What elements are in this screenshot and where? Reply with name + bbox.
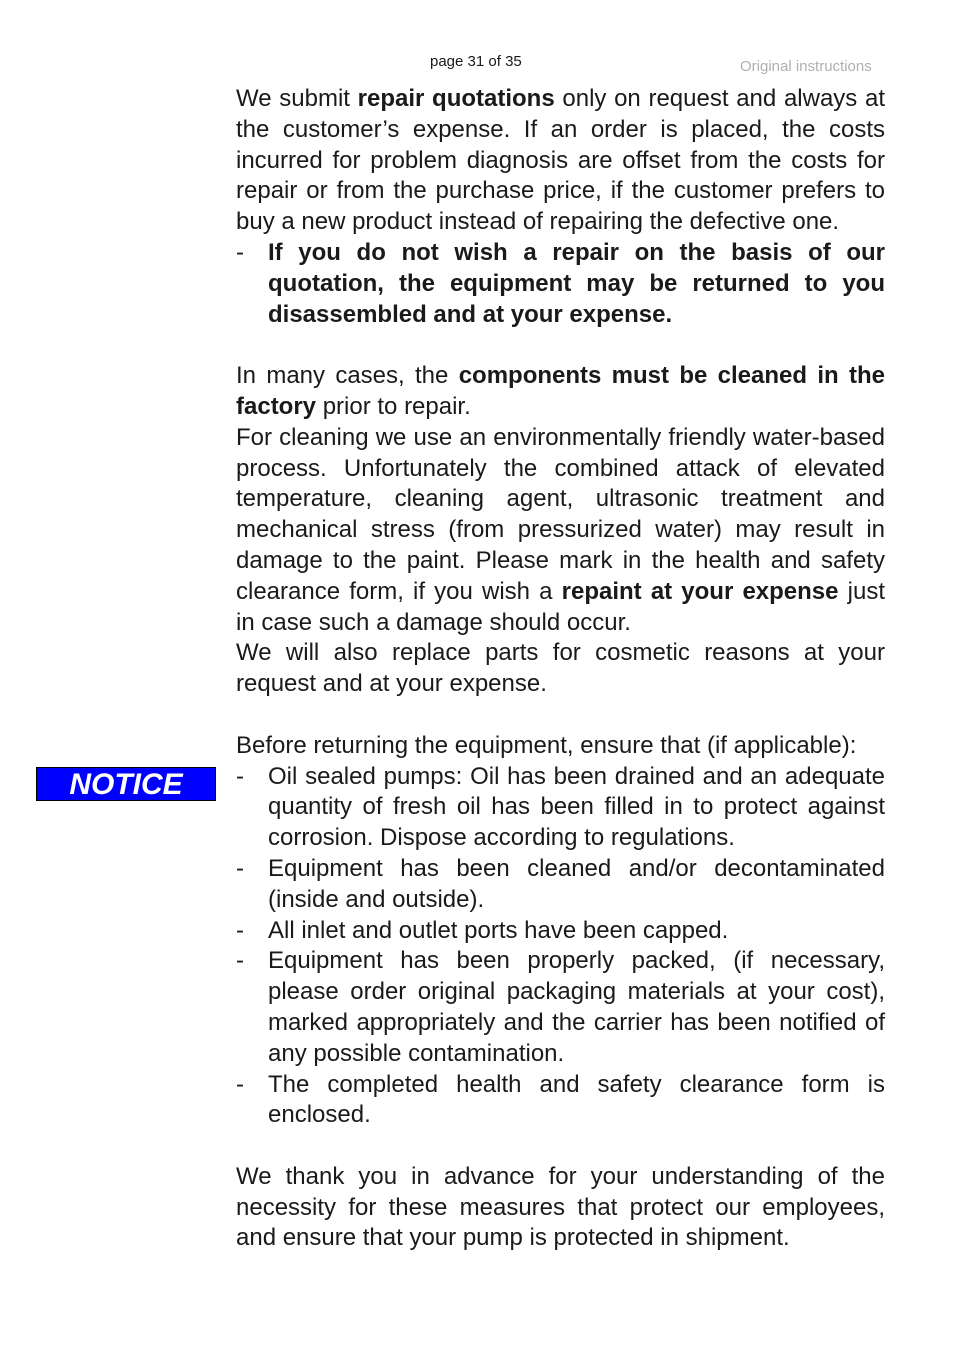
page-number: page 31 of 35	[430, 53, 522, 70]
list-item	[236, 238, 885, 330]
page-body	[236, 84, 885, 1254]
cleaning-paragraph	[236, 361, 885, 423]
list-item-text	[268, 238, 885, 330]
list-item-text: The completed health and safety clearance form is enclosed.	[268, 1070, 885, 1129]
bold-text: components must be cleaned in the factory	[236, 362, 885, 420]
list-item-text: All inlet and outlet ports have been capped.	[268, 916, 729, 944]
list-item-text: Equipment has been properly packed, (if necessary, please order original packaging materials at your cost), marked appropriately and the carrier has been notified of any possible contamination.	[268, 947, 885, 1067]
bold-text: If you do not wish a repair on the basis of our quotation, the equipment may be returned to you disassembled and at your expense.	[268, 238, 885, 328]
list-dash: -	[236, 238, 244, 266]
list-item	[236, 762, 885, 854]
cosmetic-parts-paragraph: We will also replace parts for cosmetic reasons at your request and at your expense.	[236, 639, 885, 698]
text-run: prior to repair.	[316, 392, 471, 420]
list-item	[236, 916, 885, 947]
list-item	[236, 946, 885, 1069]
closing-paragraph: We thank you in advance for your understanding of the necessity for these measures that protect our employees, and ensure that your pump is protected in shipment.	[236, 1162, 885, 1252]
list-dash: -	[236, 947, 244, 975]
repair-quotation-paragraph	[236, 84, 885, 238]
text-run: In many cases, the	[236, 362, 459, 390]
list-item	[236, 854, 885, 916]
document-type-label: Original instructions	[740, 58, 872, 75]
text-run: only on request and always at the customer’s expense. If an order is placed, the costs incurred for problem diagnosis are offset from the costs for repair or from the purchase price, if the customer prefers to buy a new product instead of repairing the defective one.	[236, 85, 886, 236]
list-dash: -	[236, 762, 244, 790]
list-item-text: Equipment has been cleaned and/or decontaminated (inside and outside).	[268, 854, 885, 913]
bold-text: repaint at your expense	[561, 577, 839, 605]
notice-badge: NOTICE	[36, 767, 216, 801]
text-run: We submit	[236, 85, 358, 112]
text-run: For cleaning we use an environmentally friendly water-based process. Unfortunately the combined attack of elevated temperature, cleaning agent, ultrasonic treatment and mechanical stress (from pressurized water) may result in damage to the paint. Please mark in the health and safety clearance form, if you wish a	[236, 423, 885, 605]
list-dash: -	[236, 916, 244, 944]
cleaning-process-paragraph	[236, 423, 885, 639]
list-item-text: Oil sealed pumps: Oil has been drained and an adequate quantity of fresh oil has been filled in to protect against corrosion. Dispose according to regulations.	[268, 762, 885, 852]
list-dash: -	[236, 854, 244, 882]
bold-text: repair quotations	[357, 85, 555, 112]
list-item	[236, 1070, 885, 1132]
checklist-intro: Before returning the equipment, ensure that (if applicable):	[236, 731, 857, 759]
list-dash: -	[236, 1070, 244, 1098]
text-run: just in case such a damage should occur.	[236, 577, 886, 636]
